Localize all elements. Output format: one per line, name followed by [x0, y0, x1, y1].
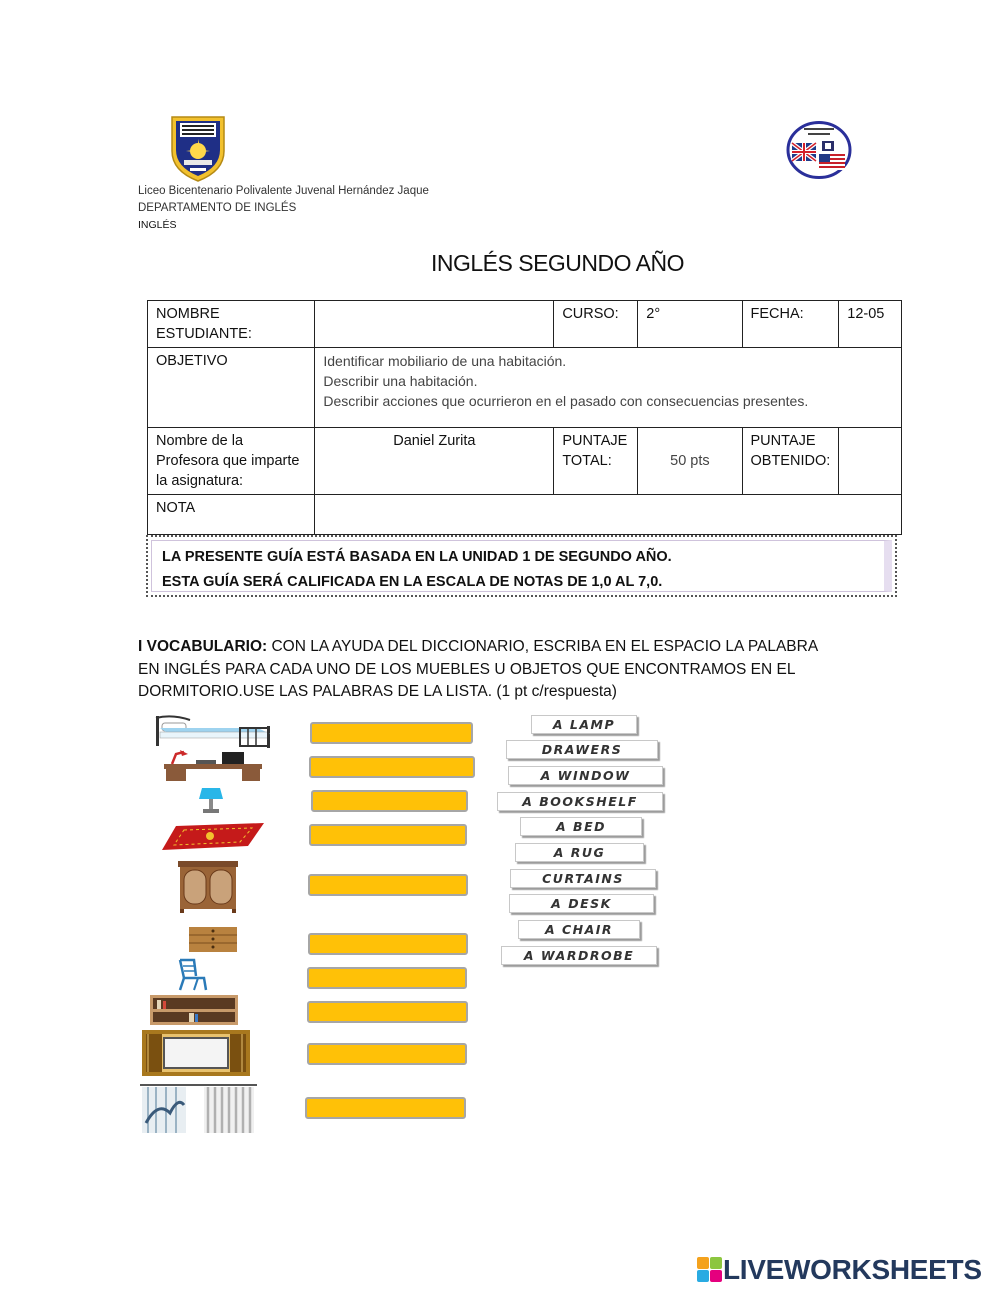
department-name: DEPARTAMENTO DE INGLÉS: [138, 202, 297, 214]
word-bank-item[interactable]: DRAWERS: [506, 740, 658, 759]
brand-text: LIVEWORKSHEETS: [723, 1254, 982, 1285]
desk-image: [160, 748, 264, 782]
english-department-flags-icon: [786, 121, 852, 179]
answer-slot[interactable]: [305, 1097, 466, 1119]
course-label: CURSO:: [554, 301, 638, 348]
school-header: [138, 183, 429, 234]
total-score-label: PUNTAJE TOTAL:: [554, 428, 638, 495]
teacher-value: Daniel Zurita: [315, 428, 554, 495]
answer-slot[interactable]: [309, 756, 475, 778]
wardrobe-image: [175, 858, 241, 913]
word-bank-item[interactable]: CURTAINS: [510, 869, 656, 888]
answer-slot[interactable]: [311, 790, 468, 812]
page-title: INGLÉS SEGUNDO AÑO: [430, 250, 684, 276]
word-bank-item[interactable]: A WINDOW: [508, 766, 663, 785]
objective-item: Identificar mobiliario de una habitación.: [323, 353, 567, 369]
grade-field[interactable]: [315, 495, 902, 535]
notice-line-2: ESTA GUÍA SERÁ CALIFICADA EN LA ESCALA DE NOTAS DE 1,0 AL 7,0.: [162, 574, 663, 590]
liveworksheets-blocks-icon: [697, 1257, 723, 1283]
subject-name: INGLÉS: [138, 219, 177, 231]
answer-slot[interactable]: [309, 824, 467, 846]
answer-slot[interactable]: [307, 1001, 468, 1023]
student-name-label: NOMBRE ESTUDIANTE:: [148, 301, 315, 348]
word-bank-item[interactable]: A LAMP: [531, 715, 637, 734]
answer-slot[interactable]: [308, 874, 468, 896]
answer-slot[interactable]: [308, 933, 468, 955]
vocabulary-instructions: [138, 636, 838, 704]
word-bank-item[interactable]: A CHAIR: [518, 920, 640, 939]
drawers-image: [187, 925, 239, 955]
window-image: [142, 1030, 250, 1076]
objective-label: OBJETIVO: [148, 348, 315, 428]
bed-image: [150, 714, 275, 750]
answer-slot[interactable]: [307, 1043, 467, 1065]
answer-slot[interactable]: [310, 722, 473, 744]
section-text: CON LA AYUDA DEL DICCIONARIO, ESCRIBA EN EL ESPACIO LA PALABRA EN INGLÉS PARA CADA UNO DE LOS MUEBLES U OBJETOS QUE ENCONTRAMOS EN EL DORMITORIO.USE LAS PALABRAS DE LA LISTA. (1 pt c/respuesta): [138, 638, 818, 700]
school-name: Liceo Bicentenario Polivalente Juvenal Hernández Jaque: [138, 185, 429, 197]
date-label: FECHA:: [742, 301, 839, 348]
school-crest-icon: [168, 113, 228, 183]
word-bank-item[interactable]: A BED: [520, 817, 642, 836]
word-bank-item[interactable]: A DESK: [509, 894, 654, 913]
date-value: 12-05: [839, 301, 902, 348]
total-score-value: 50 pts: [638, 428, 742, 495]
teacher-label: Nombre de la Profesora que imparte la asignatura:: [148, 428, 315, 495]
answer-slot[interactable]: [307, 967, 467, 989]
liveworksheets-logo: [697, 1256, 982, 1284]
course-value: 2°: [638, 301, 742, 348]
notice-box: [146, 535, 897, 597]
word-bank-item[interactable]: A WARDROBE: [501, 946, 657, 965]
objective-item: Describir acciones que ocurrieron en el pasado con consecuencias presentes.: [323, 393, 809, 409]
rug-image: [160, 820, 264, 852]
student-info-table: [147, 300, 902, 535]
section-label: I VOCABULARIO:: [138, 638, 268, 655]
bookshelf-image: [149, 994, 239, 1026]
chair-image: [172, 958, 214, 992]
curtains-image: [140, 1083, 257, 1133]
word-bank-item[interactable]: A RUG: [515, 843, 644, 862]
word-bank-item[interactable]: A BOOKSHELF: [497, 792, 663, 811]
grade-label: NOTA: [148, 495, 315, 535]
student-name-field[interactable]: [315, 301, 554, 348]
obtained-score-label: PUNTAJE OBTENIDO:: [742, 428, 839, 495]
objective-item: Describir una habitación.: [323, 373, 478, 389]
objectives-list: [315, 348, 902, 428]
lamp-image: [195, 785, 227, 817]
notice-line-1: LA PRESENTE GUÍA ESTÁ BASADA EN LA UNIDAD 1 DE SEGUNDO AÑO.: [162, 549, 672, 565]
obtained-score-field[interactable]: [839, 428, 902, 495]
